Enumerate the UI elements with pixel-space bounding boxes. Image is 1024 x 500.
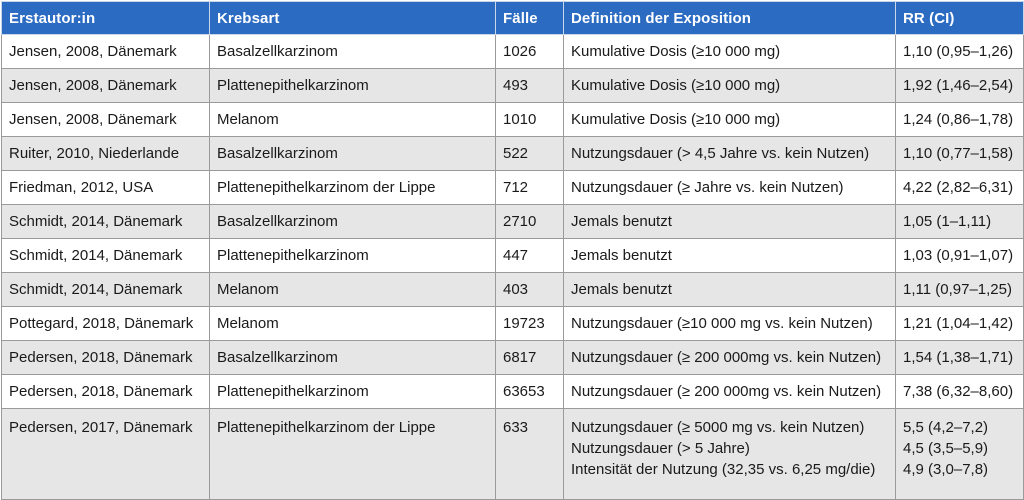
cell-author: Jensen, 2008, Dänemark <box>2 103 210 137</box>
cell-rr <box>896 171 1024 205</box>
cell-exposure <box>564 103 896 137</box>
cell-exposure <box>564 137 896 171</box>
cell-rr-line: 4,9 (3,0–7,8) <box>903 461 989 478</box>
cell-rr-line: 1,21 (1,04–1,42) <box>903 315 1014 332</box>
cell-cases: 63653 <box>496 375 564 409</box>
cell-author: Pedersen, 2018, Dänemark <box>2 341 210 375</box>
cell-cancer: Plattenepithelkarzinom <box>210 69 496 103</box>
cell-cases: 1010 <box>496 103 564 137</box>
cell-rr <box>896 103 1024 137</box>
cell-cancer: Plattenepithelkarzinom <box>210 239 496 273</box>
table-header-row <box>2 2 1024 35</box>
cell-exposure-line: Nutzungsdauer (> 5 Jahre) <box>571 440 750 457</box>
table-row <box>2 273 1024 307</box>
cell-cases: 2710 <box>496 205 564 239</box>
cell-rr-line: 1,24 (0,86–1,78) <box>903 111 1014 128</box>
cell-rr <box>896 273 1024 307</box>
cell-rr-line: 1,92 (1,46–2,54) <box>903 77 1014 94</box>
cell-cases: 493 <box>496 69 564 103</box>
cell-exposure <box>564 69 896 103</box>
cell-rr <box>896 239 1024 273</box>
cell-exposure-line: Nutzungsdauer (> 4,5 Jahre vs. kein Nutzen) <box>571 145 870 162</box>
cell-rr-line: 1,11 (0,97–1,25) <box>903 281 1012 298</box>
cell-author: Schmidt, 2014, Dänemark <box>2 239 210 273</box>
cell-exposure-line: Jemals benutzt <box>571 247 672 264</box>
cell-exposure <box>564 205 896 239</box>
cell-exposure-line: Nutzungsdauer (≥ Jahre vs. kein Nutzen) <box>571 179 844 196</box>
table-row <box>2 341 1024 375</box>
cell-rr <box>896 205 1024 239</box>
cell-author: Schmidt, 2014, Dänemark <box>2 205 210 239</box>
cell-exposure <box>564 341 896 375</box>
cell-author: Ruiter, 2010, Niederlande <box>2 137 210 171</box>
cell-exposure <box>564 239 896 273</box>
cell-author: Jensen, 2008, Dänemark <box>2 69 210 103</box>
study-table <box>1 1 1024 500</box>
cell-rr-line: 4,22 (2,82–6,31) <box>903 179 1014 196</box>
cell-author: Pottegard, 2018, Dänemark <box>2 307 210 341</box>
cell-cancer: Plattenepithelkarzinom <box>210 375 496 409</box>
cell-rr-line: 4,5 (3,5–5,9) <box>903 440 989 457</box>
cell-cancer: Melanom <box>210 273 496 307</box>
header-cancer: Krebsart <box>210 2 496 35</box>
header-author: Erstautor:in <box>2 2 210 35</box>
cell-exposure <box>564 35 896 69</box>
cell-cases: 712 <box>496 171 564 205</box>
cell-cancer: Melanom <box>210 307 496 341</box>
table-row <box>2 35 1024 69</box>
cell-exposure <box>564 307 896 341</box>
cell-rr <box>896 375 1024 409</box>
header-exposure: Definition der Exposition <box>564 2 896 35</box>
header-rr: RR (CI) <box>896 2 1024 35</box>
cell-cancer: Plattenepithelkarzinom der Lippe <box>210 171 496 205</box>
cell-exposure-line: Nutzungsdauer (≥ 200 000mg vs. kein Nutzen) <box>571 383 882 400</box>
cell-exposure-line: Intensität der Nutzung (32,35 vs. 6,25 mg/die) <box>571 461 876 478</box>
table-row <box>2 69 1024 103</box>
cell-rr <box>896 409 1024 500</box>
cell-cases: 403 <box>496 273 564 307</box>
cell-exposure-line: Nutzungsdauer (≥ 5000 mg vs. kein Nutzen) <box>571 419 865 436</box>
cell-exposure <box>564 273 896 307</box>
cell-cases: 447 <box>496 239 564 273</box>
table-row <box>2 171 1024 205</box>
cell-author: Pedersen, 2018, Dänemark <box>2 375 210 409</box>
cell-cancer: Basalzellkarzinom <box>210 137 496 171</box>
cell-cancer: Basalzellkarzinom <box>210 35 496 69</box>
cell-exposure-line: Kumulative Dosis (≥10 000 mg) <box>571 77 781 94</box>
cell-exposure-line: Kumulative Dosis (≥10 000 mg) <box>571 43 781 60</box>
cell-exposure-line: Nutzungsdauer (≥10 000 mg vs. kein Nutzen) <box>571 315 873 332</box>
cell-rr <box>896 69 1024 103</box>
header-cases: Fälle <box>496 2 564 35</box>
cell-exposure <box>564 375 896 409</box>
cell-cancer: Plattenepithelkarzinom der Lippe <box>210 409 496 500</box>
cell-exposure-line: Nutzungsdauer (≥ 200 000mg vs. kein Nutzen) <box>571 349 882 366</box>
table-row <box>2 103 1024 137</box>
cell-author: Friedman, 2012, USA <box>2 171 210 205</box>
cell-cancer: Basalzellkarzinom <box>210 341 496 375</box>
cell-cancer: Basalzellkarzinom <box>210 205 496 239</box>
table-row <box>2 375 1024 409</box>
table-row <box>2 307 1024 341</box>
cell-cases: 19723 <box>496 307 564 341</box>
cell-cancer: Melanom <box>210 103 496 137</box>
table-row <box>2 205 1024 239</box>
cell-rr-line: 7,38 (6,32–8,60) <box>903 383 1014 400</box>
table-row <box>2 409 1024 500</box>
cell-author: Pedersen, 2017, Dänemark <box>2 409 210 500</box>
table-body <box>2 35 1024 500</box>
table-row <box>2 137 1024 171</box>
cell-exposure <box>564 171 896 205</box>
cell-author: Schmidt, 2014, Dänemark <box>2 273 210 307</box>
table-row <box>2 239 1024 273</box>
cell-cases: 1026 <box>496 35 564 69</box>
cell-rr-line: 5,5 (4,2–7,2) <box>903 419 989 436</box>
cell-cases: 633 <box>496 409 564 500</box>
cell-cases: 6817 <box>496 341 564 375</box>
cell-rr-line: 1,05 (1–1,11) <box>903 213 992 230</box>
cell-exposure-line: Jemals benutzt <box>571 213 672 230</box>
cell-cases: 522 <box>496 137 564 171</box>
cell-rr-line: 1,10 (0,77–1,58) <box>903 145 1014 162</box>
cell-rr-line: 1,03 (0,91–1,07) <box>903 247 1014 264</box>
cell-exposure-line: Jemals benutzt <box>571 281 672 298</box>
cell-author: Jensen, 2008, Dänemark <box>2 35 210 69</box>
cell-rr <box>896 137 1024 171</box>
cell-rr-line: 1,10 (0,95–1,26) <box>903 43 1014 60</box>
cell-rr <box>896 341 1024 375</box>
cell-rr-line: 1,54 (1,38–1,71) <box>903 349 1014 366</box>
cell-exposure <box>564 409 896 500</box>
cell-rr <box>896 35 1024 69</box>
cell-exposure-line: Kumulative Dosis (≥10 000 mg) <box>571 111 781 128</box>
cell-rr <box>896 307 1024 341</box>
